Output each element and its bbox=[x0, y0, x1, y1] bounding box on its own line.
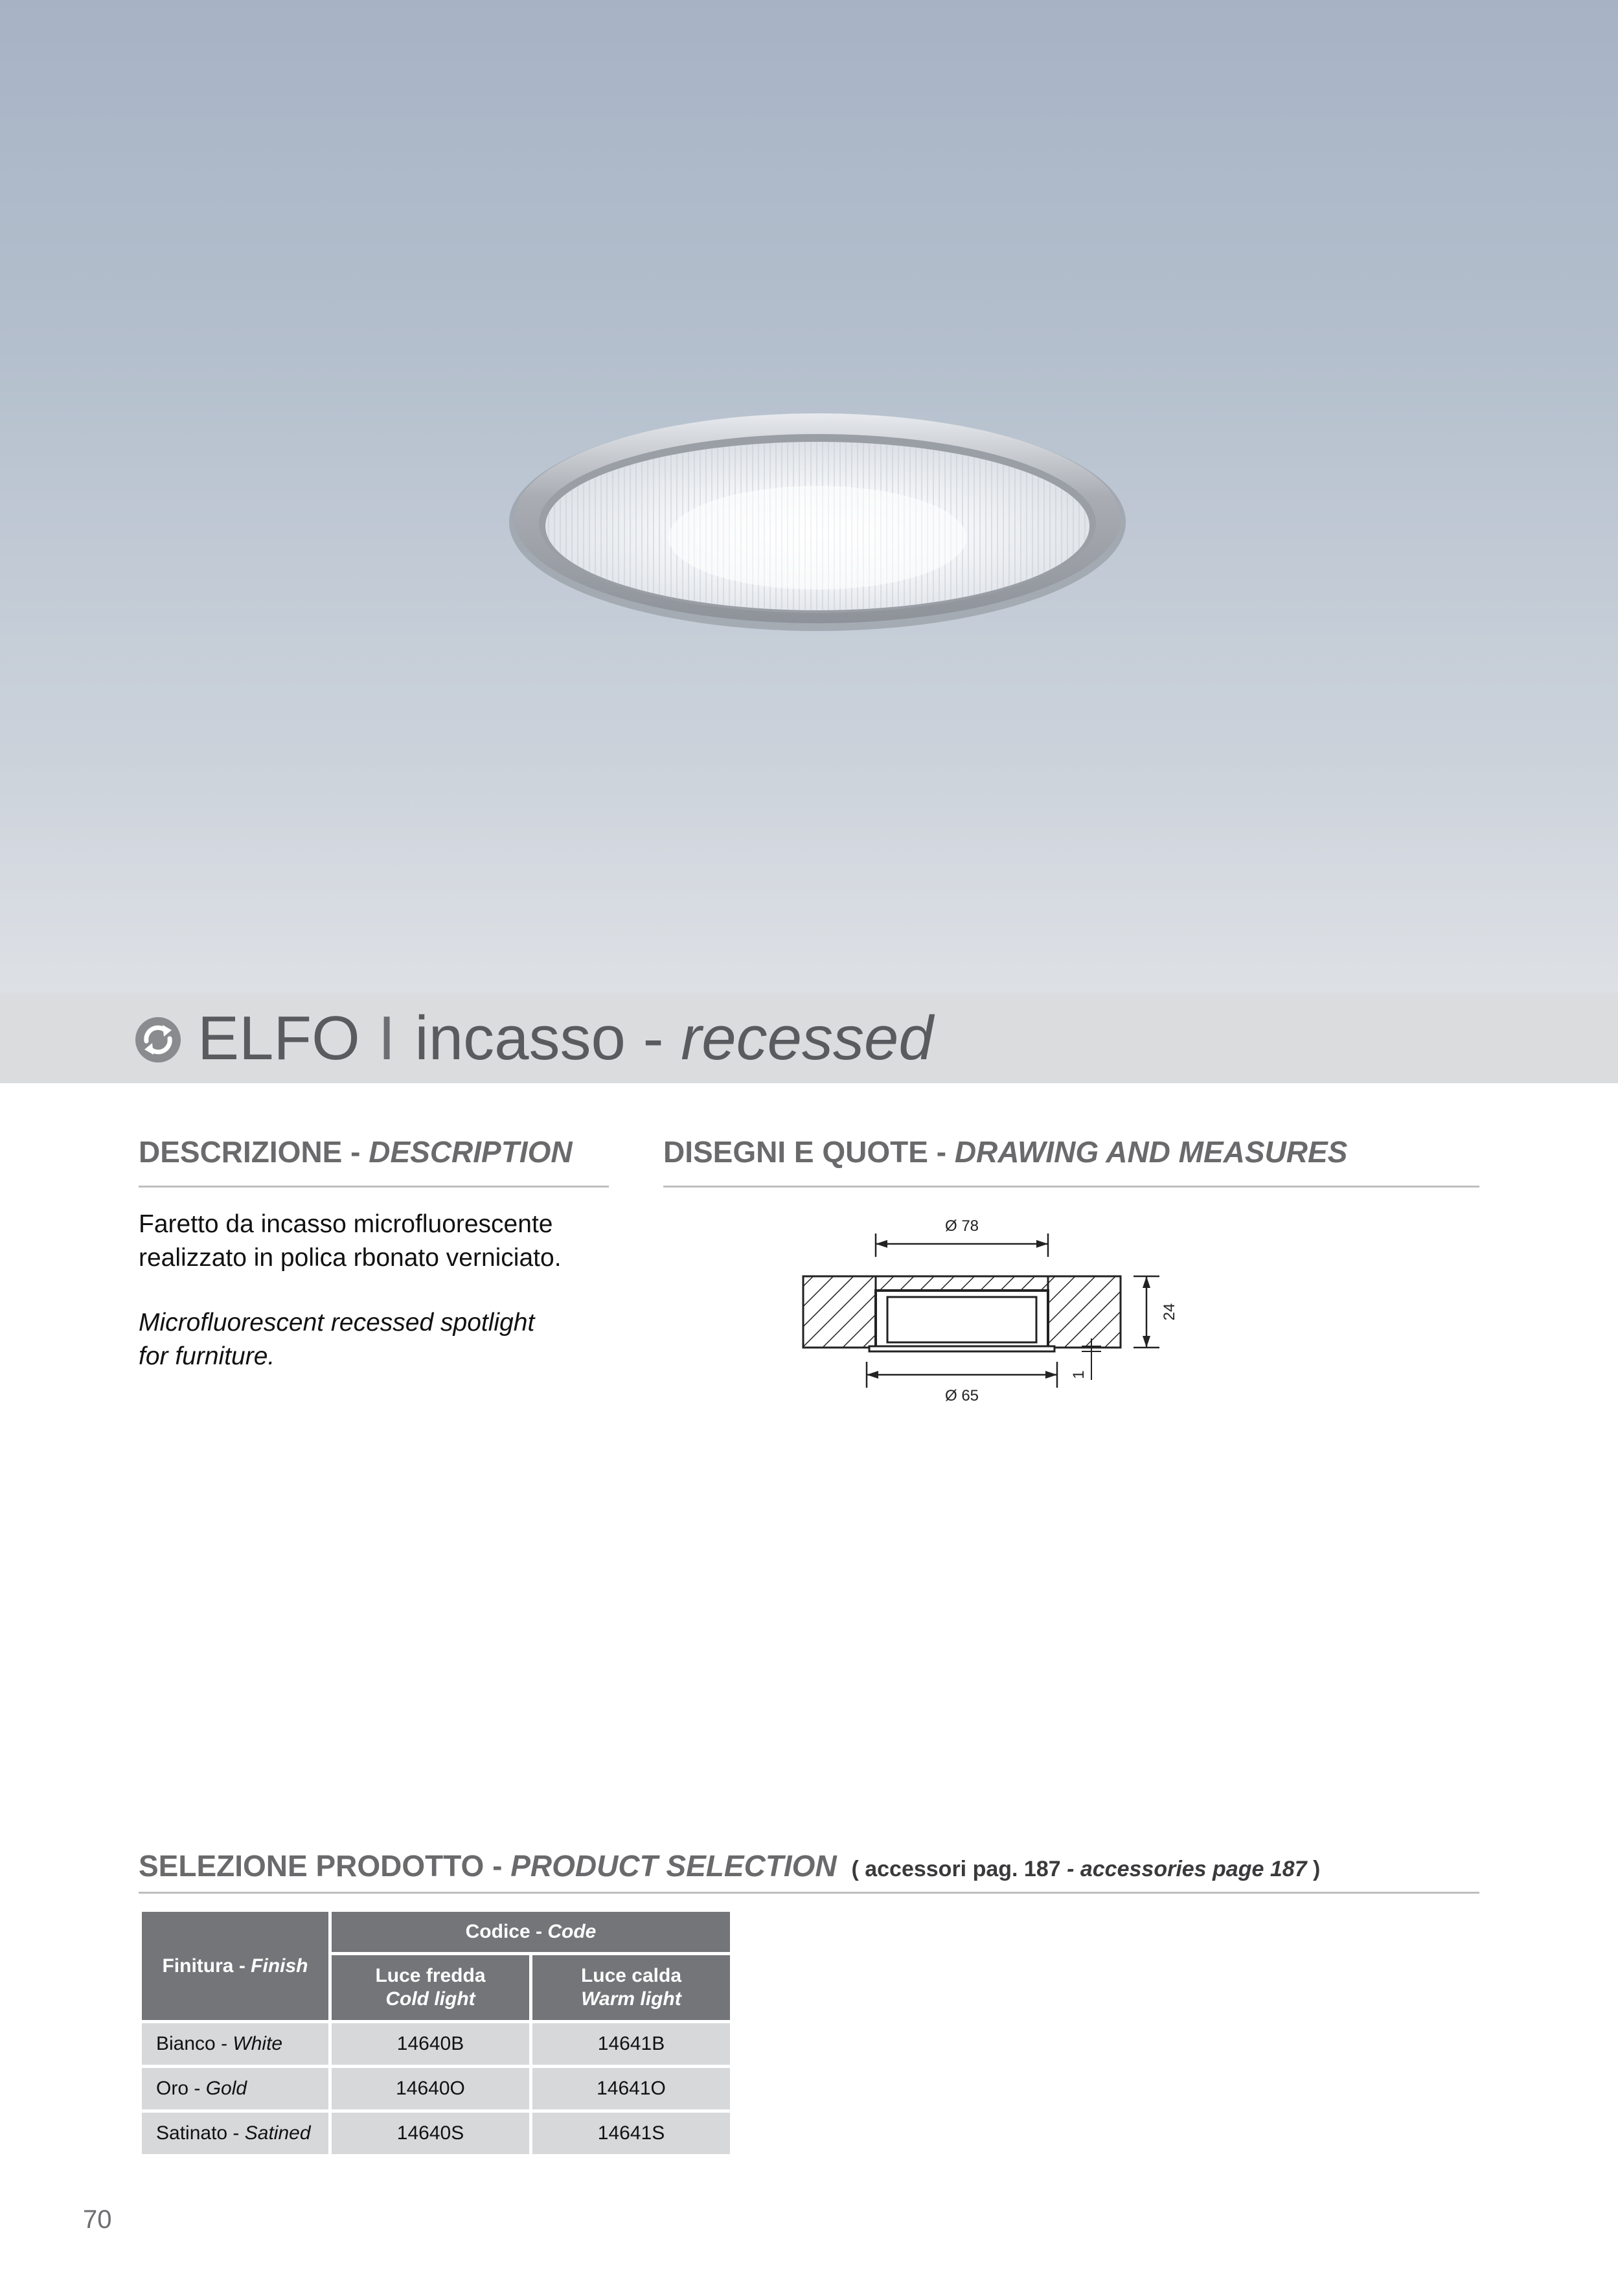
dim-label-lip: 1 bbox=[1070, 1370, 1088, 1379]
cold-code-cell: 14640S bbox=[332, 2113, 529, 2154]
description-it-line1: Faretto da incasso microfluorescente bbox=[139, 1210, 553, 1238]
accessories-note-it: ( accessori pag. 187 bbox=[851, 1857, 1061, 1881]
selection-divider bbox=[139, 1892, 1479, 1894]
description-it-line2: realizzato in polica rbonato verniciato. bbox=[139, 1244, 562, 1272]
warm-light-header bbox=[532, 1955, 730, 2020]
finish-en: Satined bbox=[244, 2122, 311, 2144]
cold-code-cell: 14640O bbox=[332, 2068, 529, 2109]
description-heading bbox=[139, 1132, 573, 1171]
code-header-en: Code bbox=[547, 1921, 597, 1942]
finish-cell bbox=[142, 2113, 328, 2154]
drawing-heading-it: DISEGNI E QUOTE - bbox=[663, 1135, 947, 1169]
description-en-line2: for furniture. bbox=[139, 1342, 275, 1370]
code-header-it: Codice - bbox=[465, 1921, 542, 1942]
page-number: 70 bbox=[83, 2205, 112, 2234]
technical-drawing bbox=[797, 1211, 1198, 1419]
finish-it: Oro - bbox=[156, 2078, 201, 2099]
description-divider bbox=[139, 1186, 609, 1188]
finish-header bbox=[142, 1912, 328, 2020]
accessories-note-en: - accessories page 187 bbox=[1067, 1857, 1307, 1881]
description-text-en bbox=[139, 1306, 618, 1373]
recessed-light-image bbox=[0, 0, 1618, 993]
hero-product-photo bbox=[0, 0, 1618, 993]
title-separator: I bbox=[378, 1004, 396, 1073]
drawing-divider bbox=[663, 1186, 1479, 1188]
code-header bbox=[332, 1912, 730, 1952]
selection-heading bbox=[139, 1846, 1320, 1885]
finish-en: White bbox=[233, 2033, 283, 2054]
accessories-note-close: ) bbox=[1313, 1857, 1321, 1881]
selection-heading-en: PRODUCT SELECTION bbox=[510, 1849, 837, 1883]
luminaire-lip bbox=[869, 1346, 1054, 1351]
dim-label-top: Ø 78 bbox=[944, 1217, 979, 1235]
finish-cell bbox=[142, 2068, 328, 2109]
recycle-arrows-icon bbox=[134, 1016, 182, 1064]
finish-it: Satinato - bbox=[156, 2122, 240, 2144]
table-row bbox=[142, 2113, 730, 2154]
description-en-line1: Microfluorescent recessed spotlight bbox=[139, 1309, 535, 1337]
title-type-en: recessed bbox=[681, 1004, 933, 1073]
table-row bbox=[142, 2068, 730, 2109]
warm-code-cell: 14641B bbox=[532, 2023, 730, 2065]
finish-it: Bianco - bbox=[156, 2033, 228, 2054]
cold-header-en: Cold light bbox=[385, 1988, 475, 2010]
warm-header-en: Warm light bbox=[581, 1988, 681, 2010]
finish-header-en: Finish bbox=[251, 1955, 308, 1977]
product-selection-table bbox=[139, 1909, 733, 2157]
cold-code-cell: 14640B bbox=[332, 2023, 529, 2065]
cold-light-header bbox=[332, 1955, 529, 2020]
page-title bbox=[198, 1003, 933, 1074]
title-type-it: incasso - bbox=[415, 1004, 664, 1073]
description-heading-it: DESCRIZIONE - bbox=[139, 1135, 361, 1169]
dim-label-height: 24 bbox=[1161, 1303, 1178, 1321]
description-heading-en: DESCRIPTION bbox=[369, 1135, 573, 1169]
finish-header-it: Finitura - bbox=[162, 1955, 245, 1977]
finish-en: Gold bbox=[205, 2078, 247, 2099]
drawing-heading-en: DRAWING AND MEASURES bbox=[954, 1135, 1348, 1169]
description-text-it bbox=[139, 1208, 618, 1275]
accessories-note bbox=[851, 1857, 1320, 1881]
selection-heading-it: SELEZIONE PRODOTTO - bbox=[139, 1849, 503, 1883]
product-name: ELFO bbox=[198, 1004, 360, 1073]
cold-header-it: Luce fredda bbox=[375, 1965, 486, 1986]
finish-cell bbox=[142, 2023, 328, 2065]
table-row bbox=[142, 2023, 730, 2065]
drawing-heading bbox=[663, 1132, 1347, 1171]
warm-header-it: Luce calda bbox=[580, 1965, 682, 1986]
warm-code-cell: 14641O bbox=[532, 2068, 730, 2109]
dim-label-bottom: Ø 65 bbox=[944, 1387, 979, 1405]
warm-code-cell: 14641S bbox=[532, 2113, 730, 2154]
